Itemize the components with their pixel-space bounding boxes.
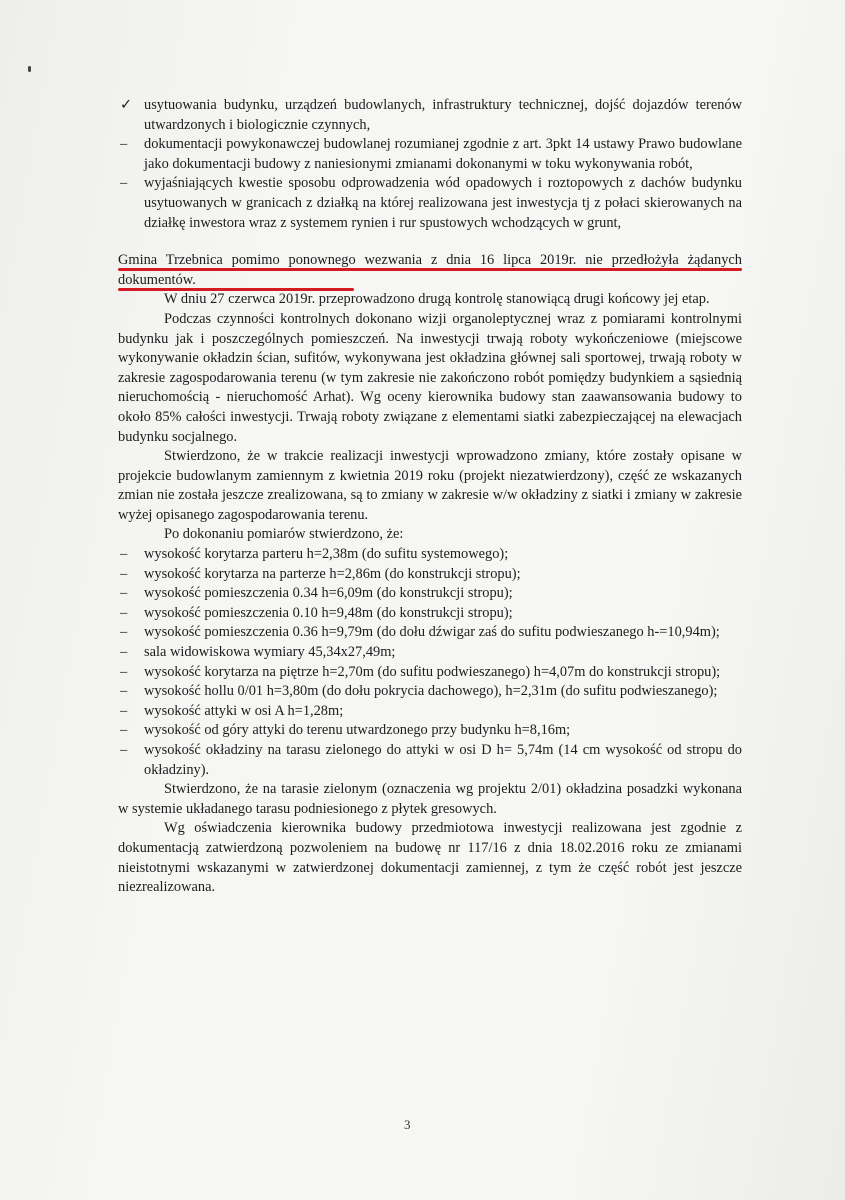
measurements-list: [118, 545, 742, 780]
list-item: [118, 135, 742, 174]
measurement-item: [118, 682, 742, 702]
measurement-text: sala widowiskowa wymiary 45,34x27,49m;: [144, 644, 396, 661]
dash-icon: –: [120, 702, 128, 719]
measurement-item: [118, 604, 742, 624]
paragraph-changes: Stwierdzono, że w trakcie realizacji inwestycji wprowadzono zmiany, które zostały opisane w projekcie budowlanym zamiennym z kwietnia 2019 roku (projekt niezatwierdzony), część ze wskazanych zmian nie została jeszcze zrealizowana, są to zmiany w zakresie w/w okładziny z siatki i zmiany w zakresie wyżej opisanego zagospodarowania terenu.: [118, 448, 742, 523]
highlighted-paragraph: [118, 251, 742, 290]
measurement-item: [118, 623, 742, 643]
measurement-text: wysokość korytarza na piętrze h=2,70m (do sufitu podwieszanego) h=4,07m do konstrukcji stropu);: [144, 663, 721, 680]
dash-icon: –: [120, 722, 128, 739]
list-item-text: usytuowania budynku, urządzeń budowlanych, infrastruktury technicznej, dojść dojazdów terenów utwardzonych i biologicznie czynnych,: [144, 97, 742, 133]
scan-mark: [28, 66, 31, 72]
measurement-text: wysokość hollu 0/01 h=3,80m (do dołu pokrycia dachowego), h=2,31m (do sufitu podwieszanego);: [144, 683, 718, 700]
measurement-item: [118, 741, 742, 780]
measurement-text: wysokość pomieszczenia 0.36 h=9,79m (do dołu dźwigar zaś do sufitu podwieszanego h-=10,94m);: [144, 624, 720, 641]
check-icon: ✓: [120, 97, 133, 113]
measurement-text: wysokość attyki w osi A h=1,28m;: [144, 702, 344, 719]
paragraph-second-control: W dniu 27 czerwca 2019r. przeprowadzono drugą kontrolę stanowiącą drugi końcowy jej etap.: [164, 291, 710, 308]
paragraph-inspection: Podczas czynności kontrolnych dokonano wizji organoleptycznej wraz z pomiarami kontrolnymi budynku jak i poszczególnych pomieszczeń. Na inwestycji trwają roboty wykończeniowe (miejscowe wykonywanie okładzin ścian, sufitów, wykonywana jest okładzina głównej sali sportowej, trwają roboty w zakresie zagospodarowania terenu (w tym zakresie nie zakończono robót pomiędzy budynkiem a sąsiednią nieruchomością - nieruchomość Arhat). Wg oceny kierownika budowy stan zaawansowania budowy to około 85% całości inwestycji. Trwają roboty związane z elementami siatki zabezpieczającej na elewacjach budynku socjalnego.: [118, 310, 742, 445]
dash-icon: –: [120, 644, 128, 661]
dash-icon: –: [120, 175, 128, 192]
page-number: 3: [404, 1117, 411, 1132]
measurement-text: wysokość od góry attyki do terenu utwardzonego przy budynku h=8,16m;: [144, 722, 571, 739]
highlighted-text: Gmina Trzebnica pomimo ponownego wezwania z dnia 16 lipca 2019r. nie przedłożyła żądanych dokumentów.: [118, 252, 742, 288]
measurement-text: wysokość okładziny na tarasu zielonego do attyki w osi D h= 5,74m (14 cm wysokość od stropu do okładziny).: [144, 742, 742, 778]
measurement-item: [118, 721, 742, 741]
measurement-item: [118, 584, 742, 604]
dash-icon: –: [120, 604, 128, 621]
list-item-text: wyjaśniających kwestie sposobu odprowadzenia wód opadowych i roztopowych z dachów budynku usytuowanych w granicach z działką na której realizowana jest inwestycja tj z połaci skierowanych na działkę inwestora wraz z systemem rynien i rur spustowych wchodzących w grunt,: [144, 175, 742, 231]
measurement-text: wysokość korytarza parteru h=2,38m (do sufitu systemowego);: [144, 546, 509, 563]
list-item: [118, 96, 742, 135]
list-item-text: dokumentacji powykonawczej budowlanej rozumianej zgodnie z art. 3pkt 14 ustawy Prawo budowlane jako dokumentacji budowy z naniesionymi zmianami dokonanymi w toku wykonywania robót,: [144, 136, 742, 172]
document-body: [118, 96, 742, 898]
measurement-item: [118, 545, 742, 565]
measurement-text: wysokość pomieszczenia 0.10 h=9,48m (do konstrukcji stropu);: [144, 604, 513, 621]
paragraph-terrace: Stwierdzono, że na tarasie zielonym (oznaczenia wg projektu 2/01) okładzina posadzki wykonana w systemie układanego tarasu podniesionego z płytek gresowych.: [118, 781, 742, 817]
paragraph-measure-intro: Po dokonaniu pomiarów stwierdzono, że:: [164, 526, 404, 543]
dash-icon: –: [120, 585, 128, 602]
dash-icon: –: [120, 742, 128, 758]
dash-icon: –: [120, 663, 128, 680]
dash-icon: –: [120, 546, 128, 563]
dash-icon: –: [120, 565, 128, 582]
measurement-item: [118, 702, 742, 722]
measurement-text: wysokość korytarza na parterze h=2,86m (do konstrukcji stropu);: [144, 565, 521, 582]
measurement-item: [118, 565, 742, 585]
measurement-item: [118, 663, 742, 683]
dash-icon: –: [120, 683, 128, 700]
red-underline-2: [118, 288, 354, 291]
red-underline-1: [118, 268, 742, 271]
list-item: [118, 174, 742, 233]
dash-icon: –: [120, 624, 128, 641]
document-list-top: [118, 96, 742, 233]
measurement-text: wysokość pomieszczenia 0.34 h=6,09m (do konstrukcji stropu);: [144, 585, 513, 602]
paragraph-statement: Wg oświadczenia kierownika budowy przedmiotowa inwestycji realizowana jest zgodnie z dokumentacją zatwierdzoną pozwoleniem na budowę nr 117/16 z dnia 18.02.2016 roku ze zmianami nieistotnymi wskazanymi w zatwierdzonej dokumentacji zamiennej, z tym że część robót jest jeszcze niezrealizowana.: [118, 820, 742, 896]
measurement-item: [118, 643, 742, 663]
dash-icon: –: [120, 136, 128, 153]
